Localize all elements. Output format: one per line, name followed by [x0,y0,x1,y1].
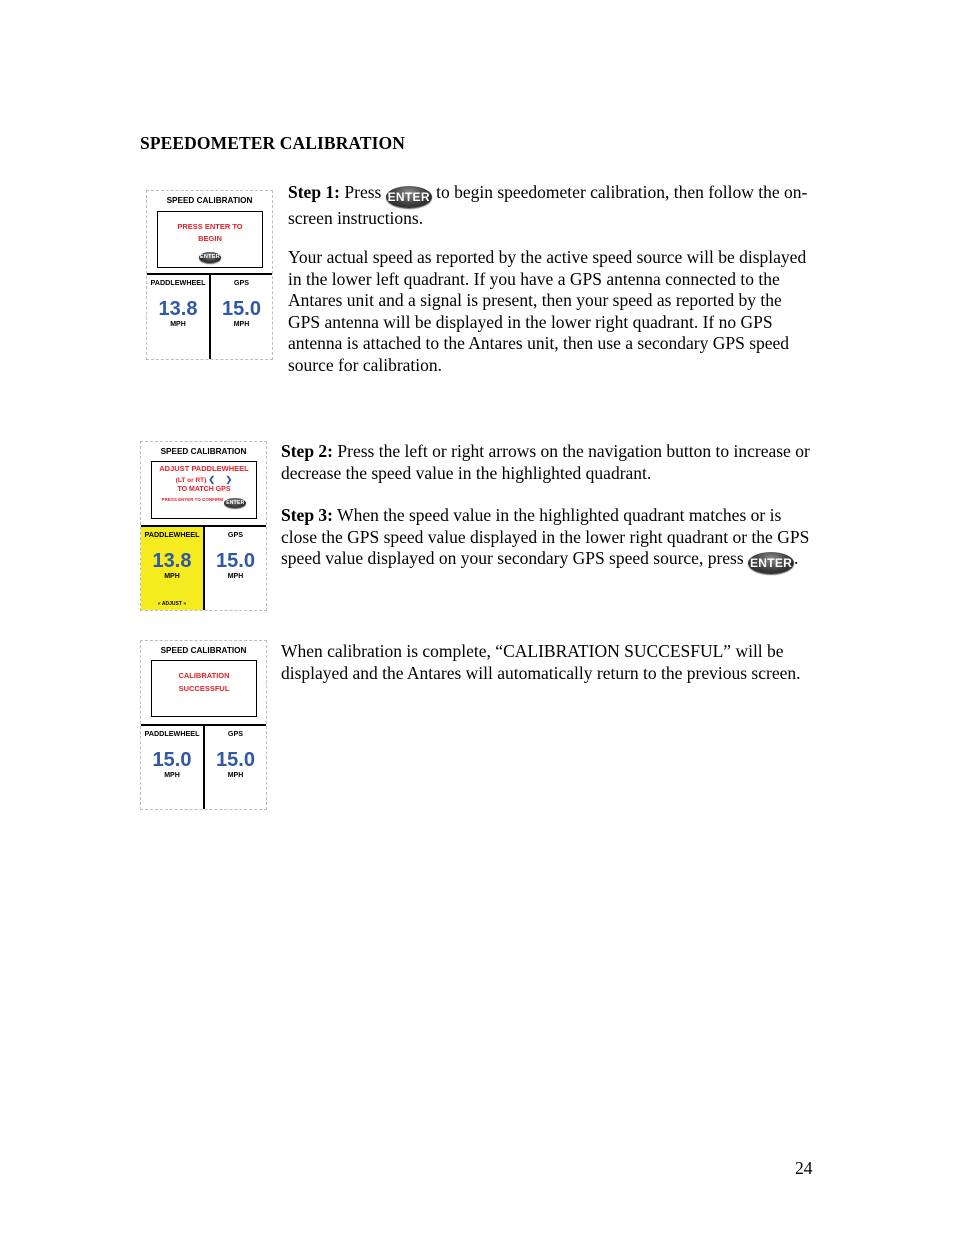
step1-paragraph: Step 1: Press ENTER to begin speedometer calibration, then follow the on-screen instructions. [288,182,808,228]
page-number: 24 [795,1158,813,1178]
quadrant-label: PADDLEWHEEL [144,530,200,539]
step-label: Step 2: [281,441,334,461]
speed-value: 15.0 [222,298,261,320]
quadrant-label: PADDLEWHEEL [150,278,206,287]
step3-paragraph: Step 3: When the speed value in the highlighted quadrant matches or is close the GPS speed value displayed in the lower right quadrant or the GPS speed value displayed on your secondary GPS speed source, press ENTER . [281,505,811,574]
quadrant-left-highlighted [141,527,203,610]
speed-value: 15.0 [216,749,255,771]
step2-paragraph: Step 2: Press the left or right arrows on the navigation button to increase or decrease the speed value in the highlighted quadrant. [281,441,810,483]
speed-unit: MPH [233,321,250,328]
step-label: Step 1: [288,182,341,202]
arrow-right-icon: ❯ [225,475,233,484]
quadrant-left [147,275,209,359]
arrow-right-icon: » [183,601,187,607]
section-heading: SPEEDOMETER CALIBRATION [140,133,406,153]
enter-button-icon: ENTER [748,552,794,574]
step-label: Step 3: [281,505,334,525]
quadrant-label: GPS [233,278,250,287]
speed-value: 13.8 [158,298,198,320]
confirm-hint: PRESS ENTER TO CONFIRM [161,497,224,502]
message-line: TO MATCH GPS [177,486,231,493]
speed-unit: MPH [227,573,244,580]
screen-calibration-start [146,190,273,360]
adjust-hint: « ADJUST » [157,601,187,607]
speed-unit: MPH [227,772,244,779]
speed-value: 15.0 [152,749,192,771]
completion-paragraph: When calibration is complete, “CALIBRATION SUCCESFUL” will be displayed and the Antares will automatically return to the previous screen. [281,641,801,683]
screen-title: SPEED CALIBRATION [160,646,247,655]
screen-title: SPEED CALIBRATION [166,196,253,205]
arrow-left-icon: ❮ [208,475,216,484]
message-box [157,211,263,268]
arrow-left-icon: « [157,601,161,607]
speed-unit: MPH [170,321,186,328]
screen-calibration-adjust [140,441,267,611]
quadrant-label: PADDLEWHEEL [144,729,200,738]
speed-source-paragraph: Your actual speed as reported by the active speed source will be displayed in the lower left quadrant. If you have a GPS antenna connected to the Antares unit and a signal is present, then your speed as reported by the GPS antenna will be displayed in the lower right quadrant. If no GPS antenna is attached to the Antares unit, then use a secondary GPS speed source for calibration. [288,247,807,375]
screen-title: SPEED CALIBRATION [160,447,247,456]
quadrant-left [141,726,203,809]
message-box [151,660,257,717]
message-line: CALIBRATION [178,671,230,680]
quadrant-label: GPS [227,729,244,738]
enter-button-icon: ENTER [199,252,221,263]
enter-button-icon: ENTER [226,500,245,506]
quadrant-label: GPS [227,530,244,539]
message-line: BEGIN [198,234,222,243]
speed-value: 15.0 [216,550,255,572]
message-line: SUCCESSFUL [178,684,230,693]
message-box [151,461,257,519]
quadrant-right [211,275,272,359]
quadrant-right [205,726,266,809]
screen-calibration-success [140,640,267,810]
message-line: (LT or RT) [175,477,207,484]
enter-button-icon: ENTER [386,186,432,208]
speed-unit: MPH [164,573,180,580]
speed-unit: MPH [164,772,180,779]
quadrant-right [205,527,266,610]
message-line: ADJUST PADDLEWHEEL [159,464,249,473]
message-line: PRESS ENTER TO [177,222,243,231]
speed-value: 13.8 [152,550,192,572]
